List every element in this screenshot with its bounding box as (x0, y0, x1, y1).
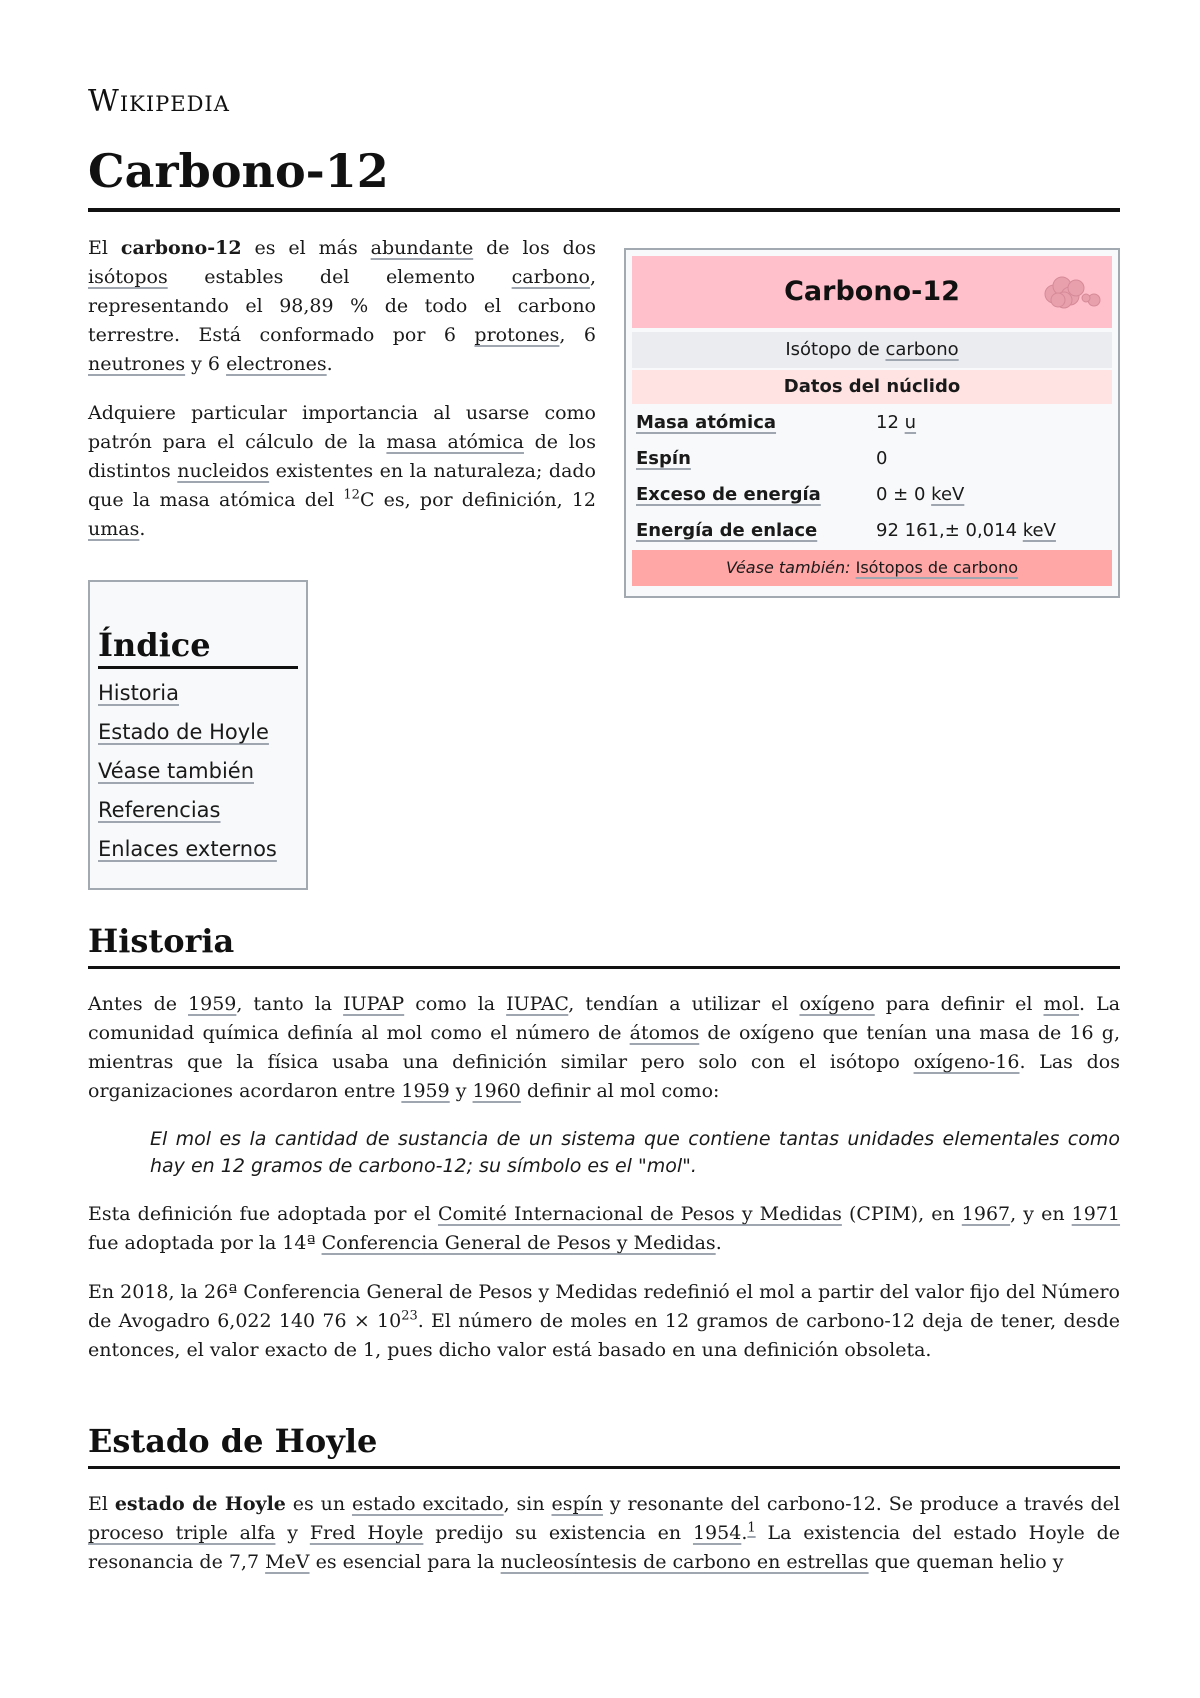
table-of-contents (88, 580, 308, 890)
unit-link[interactable]: keV (1022, 519, 1056, 541)
hoyle-section (88, 1490, 1120, 1597)
inline-link[interactable]: IUPAP (343, 993, 405, 1015)
text-run: , representando el 98,89 % de todo el carbono terrestre. Está conformado por 6 (88, 266, 596, 346)
heading-estado-de-hoyle: Estado de Hoyle (88, 1422, 378, 1460)
text-run: El (88, 1493, 115, 1515)
inline-link[interactable]: Fred Hoyle (309, 1522, 424, 1544)
inline-link[interactable]: 1959 (401, 1080, 450, 1102)
text-run: . Las dos organizaciones acordaron entre (88, 1051, 1120, 1102)
inline-link[interactable]: estado excitado (351, 1493, 504, 1515)
inline-link[interactable]: umas (88, 518, 140, 540)
inline-link[interactable]: oxígeno-16 (913, 1051, 1020, 1073)
toc-link[interactable]: Referencias (98, 798, 221, 822)
inline-link[interactable]: electrones (226, 353, 327, 375)
infobox-title-text: Carbono-12 (784, 276, 960, 307)
toc-list (98, 675, 298, 870)
isotopes-link[interactable]: Isótopos de carbono (855, 558, 1019, 577)
toc-item (98, 714, 298, 753)
infobox-rows (632, 404, 1112, 548)
hoyle-paragraph-1 (88, 1490, 1120, 1577)
toc-divider (98, 666, 298, 669)
text-run: y 6 (185, 353, 227, 375)
infobox-subtitle-prefix: Isótopo de (785, 339, 886, 360)
text-run: y resonante del carbono-12. Se produce a través del (602, 1493, 1120, 1515)
inline-link[interactable]: mol (1043, 993, 1080, 1015)
toc-item (98, 831, 298, 870)
infobox-row-label-cell (632, 484, 876, 505)
infobox-subtitle (632, 332, 1112, 368)
infobox-row-label[interactable]: Espín (636, 447, 691, 469)
text-run: . (139, 518, 146, 540)
text-run: y (449, 1080, 473, 1102)
text-run: Esta definición fue adoptada por el (88, 1203, 438, 1225)
infobox-row-label[interactable]: Masa atómica (636, 411, 777, 433)
inline-link[interactable]: MeV (265, 1551, 310, 1573)
carbono-link[interactable]: carbono (885, 339, 959, 360)
text-run: de los distintos (88, 431, 596, 482)
superscript: 23 (401, 1308, 418, 1324)
text-run: (CPIM), en (841, 1203, 962, 1225)
inline-link[interactable]: Comité Internacional de Pesos y Medidas (437, 1203, 842, 1225)
historia-paragraph-3 (88, 1278, 1120, 1365)
unit-link[interactable]: u (904, 411, 917, 433)
text-run: es esencial para la (309, 1551, 501, 1573)
text-run: es un (285, 1493, 352, 1515)
infobox-row-value (876, 520, 1112, 541)
inline-link[interactable]: proceso triple alfa (88, 1522, 276, 1544)
text-run: de los dos (473, 237, 596, 259)
infobox-row-value (876, 448, 1112, 469)
text-run: para definir el (874, 993, 1044, 1015)
text-run: definir al mol como: (520, 1080, 720, 1102)
text-run: . El número de moles en 12 gramos de carbono-12 deja de tener, desde entonces, el valor exacto de 1, pues dicho valor está basado en una definición obsoleta. (88, 1310, 1121, 1361)
text-run: , y en (1010, 1203, 1072, 1225)
infobox-row-label-cell (632, 520, 876, 541)
text-run: de oxígeno que tenían una masa de 16 g, mientras que la física usaba una definición similar pero solo con el isótopo (88, 1022, 1120, 1073)
inline-link[interactable]: átomos (629, 1022, 700, 1044)
text-run: Adquiere particular importancia al usarse como patrón para el cálculo de la (88, 402, 596, 453)
hoyle-divider (88, 1466, 1120, 1469)
wikipedia-logo[interactable]: Wikipedia (88, 84, 230, 119)
text-run: El (88, 237, 121, 259)
infobox-row-value-text: 0 (876, 447, 888, 469)
infobox-title (632, 256, 1112, 328)
toc-link[interactable]: Historia (98, 681, 179, 705)
historia-paragraph-1 (88, 990, 1120, 1106)
toc-link[interactable]: Véase también (98, 759, 255, 783)
bold-term: carbono-12 (120, 237, 242, 259)
inline-link[interactable]: 1971 (1071, 1203, 1121, 1225)
infobox-row-value (876, 484, 1112, 505)
infobox-row (632, 440, 1112, 476)
text-run: . (326, 353, 333, 375)
infobox-row (632, 512, 1112, 548)
infobox-row-label[interactable]: Exceso de energía (636, 483, 821, 505)
intro-paragraph-2 (88, 399, 596, 544)
text-run: es el más (241, 237, 371, 259)
inline-link[interactable]: isótopos (88, 266, 168, 288)
historia-divider (88, 966, 1120, 969)
inline-link[interactable]: protones (474, 324, 560, 346)
text-run: predijo su existencia en (423, 1522, 693, 1544)
infobox-footer (632, 550, 1112, 586)
bold-term: estado de Hoyle (114, 1493, 286, 1515)
page-title: Carbono-12 (88, 144, 389, 198)
carbon-nucleus-icon (1040, 270, 1104, 314)
unit-link[interactable]: keV (931, 483, 965, 505)
toc-item (98, 792, 298, 831)
infobox-row-value (876, 412, 1112, 433)
text-run: que queman helio y (868, 1551, 1064, 1573)
historia-paragraph-2 (88, 1200, 1120, 1258)
inline-link[interactable]: nucleidos (177, 460, 270, 482)
text-run: La existencia del estado Hoyle de resonancia de 7,7 (88, 1522, 1120, 1573)
inline-link[interactable]: 1960 (472, 1080, 521, 1102)
toc-link[interactable]: Estado de Hoyle (98, 720, 269, 744)
text-run: , tendían a utilizar el (568, 993, 800, 1015)
text-run: C es, por definición, 12 (359, 489, 596, 511)
toc-title: Índice (98, 626, 211, 664)
inline-link[interactable]: nucleosíntesis de carbono en estrellas (500, 1551, 869, 1573)
intro-section (88, 234, 596, 564)
inline-link[interactable]: masa atómica (386, 431, 524, 453)
text-run: estables del elemento (167, 266, 512, 288)
inline-link[interactable]: espín (551, 1493, 603, 1515)
text-run: , sin (503, 1493, 552, 1515)
superscript: 12 (343, 487, 360, 503)
see-also-label: Véase también: (725, 558, 851, 577)
infobox-row (632, 476, 1112, 512)
inline-link[interactable]: 1967 (961, 1203, 1011, 1225)
inline-link[interactable]: oxígeno (799, 993, 875, 1015)
text-run: como la (404, 993, 507, 1015)
superscript[interactable]: 1 (747, 1520, 756, 1536)
inline-link[interactable]: carbono (511, 266, 590, 288)
mol-definition-quote: El mol es la cantidad de sustancia de un sistema que contiene tantas unidades elementales como hay en 12 gramos de carbono-12; su símbolo es el "mol". (150, 1128, 1120, 1177)
infobox-row (632, 404, 1112, 440)
infobox-row-label-cell (632, 448, 876, 469)
infobox-row-label[interactable]: Energía de enlace (636, 519, 818, 541)
text-run: fue adoptada por la 14ª (88, 1232, 322, 1254)
inline-link[interactable]: Conferencia General de Pesos y Medidas (321, 1232, 716, 1254)
inline-link[interactable]: neutrones (88, 353, 186, 375)
text-run: Antes de (88, 993, 189, 1015)
infobox-row-value-text: 12 (876, 411, 905, 433)
intro-paragraph-1 (88, 234, 596, 379)
historia-section (88, 990, 1120, 1385)
inline-link[interactable]: abundante (370, 237, 474, 259)
inline-link[interactable]: IUPAC (506, 993, 569, 1015)
text-run: . (741, 1522, 748, 1544)
text-run: . La comunidad química definía al mol como el número de (88, 993, 1121, 1044)
text-run: , 6 (559, 324, 596, 346)
infobox-row-label-cell (632, 412, 876, 433)
infobox-row-value-text: 0 ± 0 (876, 483, 932, 505)
text-run: . (715, 1232, 722, 1254)
title-divider (88, 208, 1120, 212)
toc-link[interactable]: Enlaces externos (98, 837, 277, 861)
text-run: y (275, 1522, 310, 1544)
toc-item (98, 753, 298, 792)
infobox-section-header: Datos del núclido (632, 370, 1112, 404)
text-run: En 2018, la 26ª Conferencia General de Pesos y Medidas redefinió el mol a partir del valor fijo del Número de Avogadro 6,022 140 76 × 10 (88, 1281, 1120, 1332)
infobox (624, 248, 1120, 598)
toc-item (98, 675, 298, 714)
heading-historia: Historia (88, 922, 235, 960)
text-run: , tanto la (236, 993, 344, 1015)
inline-link[interactable]: 1954 (692, 1522, 742, 1544)
text-run: existentes en la naturaleza; dado que la masa atómica del (88, 460, 596, 511)
inline-link[interactable]: 1959 (188, 993, 237, 1015)
infobox-row-value-text: 92 161,± 0,014 (876, 519, 1023, 541)
